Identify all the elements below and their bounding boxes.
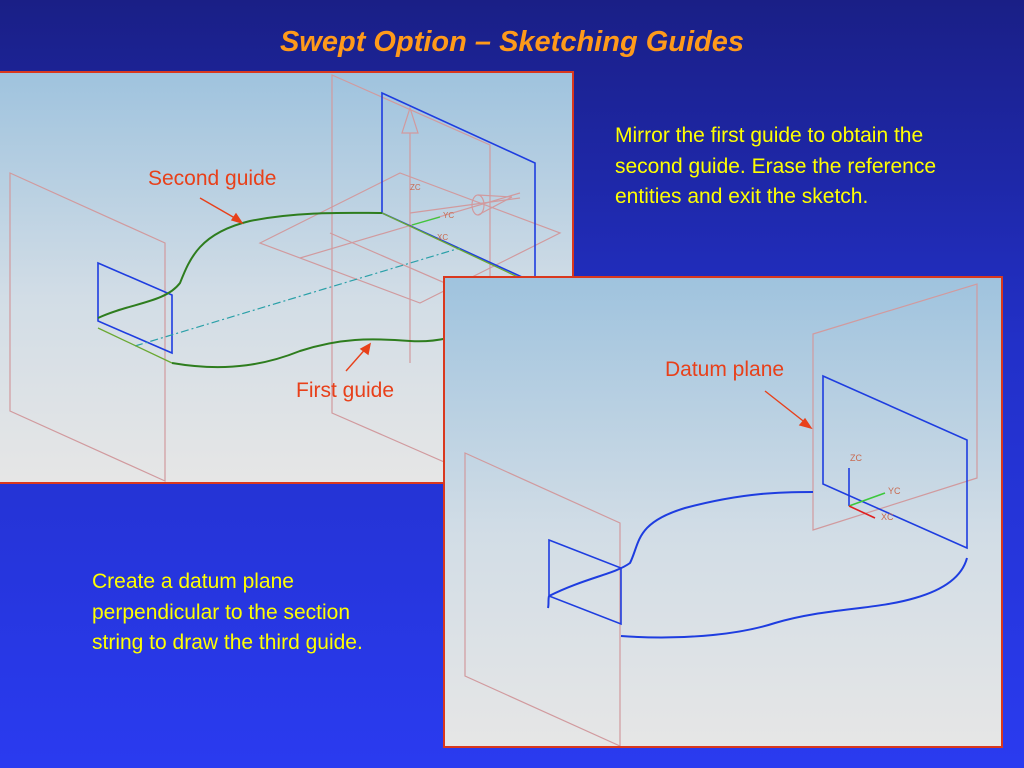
section-frame-left: [98, 263, 172, 353]
first-guide-curve: [621, 558, 967, 637]
reference-plane-left: [10, 173, 165, 481]
construction-line: [382, 213, 520, 278]
axis-label-zc: ZC: [410, 183, 421, 192]
construction-line: [98, 328, 172, 363]
guide-end: [548, 596, 549, 608]
axis-cone-edge: [478, 195, 512, 197]
datum-plane-sketch-drawing: [445, 278, 1001, 746]
axis-label-yc: YC: [888, 486, 901, 496]
axis-y-marker: [412, 217, 440, 225]
section-frame-right: [382, 93, 535, 283]
axis-label-xc: XC: [881, 512, 894, 522]
centerline: [135, 248, 460, 346]
axis-label-xc: XC: [437, 233, 449, 242]
first-guide-curve: [172, 328, 480, 367]
sketch-panel-datum-plane: [443, 276, 1003, 748]
x-axis-line: [410, 198, 520, 213]
section-frame-datum: [823, 376, 967, 548]
datum-instruction-text: Create a datum plane perpendicular to the section string to draw the third guide.: [92, 570, 363, 654]
second-guide-curve: [98, 213, 382, 318]
datum-plane-label: Datum plane: [665, 358, 785, 381]
second-guide-pointer-arrowhead: [232, 214, 242, 223]
mirror-instruction-text: Mirror the first guide to obtain the second guide. Erase the reference entities and exit the sketch.: [615, 124, 937, 208]
second-guide-label: Second guide: [148, 167, 277, 190]
axis-label-zc: ZC: [850, 453, 862, 463]
first-guide-label: First guide: [296, 379, 395, 402]
datum-plane-pointer: [765, 391, 807, 424]
slide-title: Swept Option – Sketching Guides: [279, 26, 745, 58]
axis-label-yc: YC: [443, 211, 455, 220]
reference-plane-left: [465, 453, 620, 746]
second-guide-curve: [549, 492, 813, 596]
